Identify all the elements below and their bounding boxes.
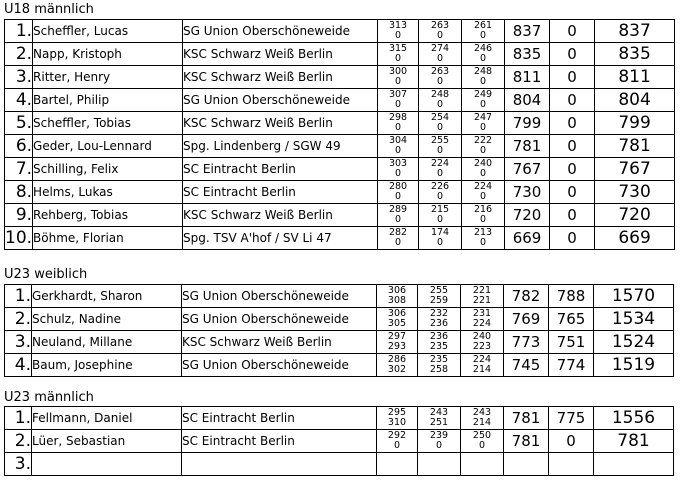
athlete-name-cell: Scheffler, Tobias <box>33 112 183 135</box>
split-score-bottom: 0 <box>480 168 487 179</box>
table-row <box>5 430 674 453</box>
split-score-top: 246 <box>473 42 493 54</box>
split-score-top: 240 <box>472 330 492 342</box>
round-2-result-cell: 775 <box>549 407 594 430</box>
athlete-name-cell: Schilling, Felix <box>33 158 183 181</box>
split-score-bottom: 0 <box>437 30 444 41</box>
split-score-top: 248 <box>473 65 493 77</box>
round-2-result-cell: 0 <box>550 158 595 181</box>
split-score-cell-1 <box>377 407 418 430</box>
split-score-cell-2 <box>419 204 462 227</box>
split-score-cell-3 <box>461 407 504 430</box>
split-score-top: 263 <box>430 19 450 31</box>
split-score-cell-2 <box>418 308 461 331</box>
split-score-cell-3 <box>462 112 505 135</box>
round-1-result-cell: 730 <box>505 181 550 204</box>
rank-cell: 2. <box>5 308 32 331</box>
split-score-top: 313 <box>388 19 408 31</box>
split-score-top: 243 <box>472 406 492 418</box>
split-score-bottom: 224 <box>472 318 492 329</box>
table-row <box>5 158 675 181</box>
split-score-cell-2 <box>419 89 462 112</box>
club-cell: SC Eintracht Berlin <box>182 407 377 430</box>
athlete-name-cell: Fellmann, Daniel <box>32 407 182 430</box>
athlete-name-cell: Schulz, Nadine <box>32 308 182 331</box>
split-score-top: 292 <box>387 429 407 441</box>
split-score-top: 216 <box>473 203 493 215</box>
split-score-top: 255 <box>430 134 450 146</box>
round-1-result-cell: 745 <box>504 354 549 377</box>
athlete-name-cell: Geder, Lou-Lennard <box>33 135 183 158</box>
round-1-result-cell: 781 <box>504 430 549 453</box>
total-score-cell: 781 <box>594 430 674 453</box>
round-1-result-cell: 837 <box>505 20 550 43</box>
split-score-bottom: 236 <box>429 318 449 329</box>
split-score-bottom: 223 <box>472 341 492 352</box>
split-score-bottom: 0 <box>395 30 402 41</box>
split-score-bottom: 0 <box>437 191 444 202</box>
split-score-top: 307 <box>388 88 408 100</box>
athlete-name-cell: Ritter, Henry <box>33 66 183 89</box>
club-cell: SG Union Oberschöneweide <box>182 285 377 308</box>
total-score-cell: 767 <box>595 158 675 181</box>
split-score-bottom: 0 <box>395 237 402 248</box>
split-score-cell-2 <box>419 66 462 89</box>
table-row <box>5 20 675 43</box>
split-score-cell-3 <box>461 285 504 308</box>
table-row <box>5 354 674 377</box>
split-score-cell-2 <box>419 20 462 43</box>
rank-cell: 5. <box>5 112 33 135</box>
split-score-top: 300 <box>388 65 408 77</box>
table-row <box>5 453 674 476</box>
athlete-name-cell: Bartel, Philip <box>33 89 183 112</box>
split-score-bottom: 251 <box>429 417 449 428</box>
split-score-cell-1 <box>378 89 419 112</box>
split-score-bottom: 0 <box>395 214 402 225</box>
split-score-bottom: 0 <box>395 53 402 64</box>
split-score-bottom: 0 <box>437 99 444 110</box>
split-score-bottom: 221 <box>472 295 492 306</box>
round-2-result-cell <box>549 453 594 476</box>
split-score-top: 261 <box>473 19 493 31</box>
split-score-top: 235 <box>429 353 449 365</box>
split-score-cell-1 <box>378 135 419 158</box>
split-score-cell-2 <box>419 135 462 158</box>
athlete-name-cell: Gerkhardt, Sharon <box>32 285 182 308</box>
split-score-cell-1 <box>377 331 418 354</box>
split-score-cell-3 <box>461 453 504 476</box>
club-cell: SC Eintracht Berlin <box>182 430 377 453</box>
split-score-bottom: 0 <box>480 122 487 133</box>
split-score-bottom: 293 <box>387 341 407 352</box>
split-score-cell-1 <box>377 354 418 377</box>
athlete-name-cell: Napp, Kristoph <box>33 43 183 66</box>
round-2-result-cell: 0 <box>550 204 595 227</box>
table-row <box>5 43 675 66</box>
round-1-result-cell: 782 <box>504 285 549 308</box>
table-body <box>5 407 674 476</box>
round-1-result-cell: 811 <box>505 66 550 89</box>
split-score-top: 222 <box>473 134 493 146</box>
table-row <box>5 331 674 354</box>
rank-cell: 4. <box>5 89 33 112</box>
round-2-result-cell: 0 <box>550 227 595 250</box>
split-score-cell-3 <box>462 181 505 204</box>
split-score-bottom: 0 <box>480 191 487 202</box>
split-score-bottom: 0 <box>480 145 487 156</box>
table-row <box>5 227 675 250</box>
split-score-bottom: 0 <box>393 440 401 451</box>
rank-cell: 3. <box>5 331 32 354</box>
split-score-bottom: 305 <box>387 318 407 329</box>
total-score-cell: 1519 <box>594 354 674 377</box>
round-1-result-cell: 773 <box>504 331 549 354</box>
rank-cell: 7. <box>5 158 33 181</box>
results-table-u23-maennlich <box>4 406 674 476</box>
split-score-top: 280 <box>388 180 408 192</box>
split-score-bottom: 235 <box>429 341 449 352</box>
split-score-bottom: 0 <box>395 76 402 87</box>
split-score-top: 224 <box>472 353 492 365</box>
split-score-bottom: 0 <box>480 30 487 41</box>
section-title-u18-maennlich: U18 männlich <box>4 2 94 17</box>
split-score-bottom: 0 <box>478 440 486 451</box>
round-2-result-cell: 0 <box>549 430 594 453</box>
split-score-bottom: 214 <box>472 364 492 375</box>
total-score-cell <box>594 453 674 476</box>
rank-cell: 3. <box>5 453 32 476</box>
split-score-bottom: 0 <box>480 214 487 225</box>
split-score-bottom: 258 <box>429 364 449 375</box>
split-score-bottom: 0 <box>395 191 402 202</box>
split-score-top: 236 <box>429 330 449 342</box>
split-score-cell-3 <box>462 20 505 43</box>
split-score-bottom: 0 <box>480 99 487 110</box>
split-score-cell-3 <box>461 331 504 354</box>
round-1-result-cell <box>504 453 549 476</box>
split-score-cell-2 <box>419 158 462 181</box>
split-score-top: 255 <box>429 284 449 296</box>
split-score-bottom: 0 <box>437 76 444 87</box>
split-score-bottom: 0 <box>395 168 402 179</box>
split-score-cell-2 <box>418 407 461 430</box>
athlete-name-cell: Rehberg, Tobias <box>33 204 183 227</box>
split-score-top: 248 <box>430 88 450 100</box>
split-score-top: 289 <box>388 203 408 215</box>
club-cell: KSC Schwarz Weiß Berlin <box>182 331 377 354</box>
split-score-cell-3 <box>462 135 505 158</box>
split-score-top: 213 <box>473 226 493 238</box>
table-body <box>5 20 675 250</box>
split-score-cell-1 <box>378 66 419 89</box>
total-score-cell: 1534 <box>594 308 674 331</box>
table-row <box>5 181 675 204</box>
split-score-bottom: 0 <box>437 53 444 64</box>
total-score-cell: 1570 <box>594 285 674 308</box>
round-2-result-cell: 751 <box>549 331 594 354</box>
split-score-top: 298 <box>388 111 408 123</box>
split-score-top: 263 <box>430 65 450 77</box>
results-table-u23-weiblich <box>4 284 674 377</box>
rank-cell: 1. <box>5 407 32 430</box>
split-score-cell-3 <box>462 204 505 227</box>
split-score-bottom: 0 <box>437 145 444 156</box>
split-score-bottom: 0 <box>435 440 443 451</box>
split-score-bottom: 0 <box>480 76 487 87</box>
split-score-bottom: 0 <box>437 237 444 248</box>
table-row <box>5 285 674 308</box>
athlete-name-cell: Helms, Lukas <box>33 181 183 204</box>
split-score-bottom: 214 <box>472 417 492 428</box>
total-score-cell: 1556 <box>594 407 674 430</box>
split-score-cell-3 <box>461 430 504 453</box>
table-row <box>5 112 675 135</box>
table-row <box>5 204 675 227</box>
round-2-result-cell: 0 <box>550 66 595 89</box>
split-score-bottom: 0 <box>395 122 402 133</box>
round-1-result-cell: 669 <box>505 227 550 250</box>
split-score-cell-2 <box>418 354 461 377</box>
split-score-cell-2 <box>418 430 461 453</box>
split-score-cell-1 <box>378 204 419 227</box>
split-score-cell-2 <box>419 43 462 66</box>
athlete-name-cell: Böhme, Florian <box>33 227 183 250</box>
round-2-result-cell: 0 <box>550 181 595 204</box>
results-table-u18-maennlich <box>4 19 675 250</box>
club-cell: SG Union Oberschöneweide <box>182 354 377 377</box>
club-cell: SC Eintracht Berlin <box>183 181 378 204</box>
table-row <box>5 135 675 158</box>
split-score-top: 306 <box>387 307 407 319</box>
split-score-cell-3 <box>462 43 505 66</box>
split-score-top: 282 <box>388 226 408 238</box>
section-title-u23-weiblich: U23 weiblich <box>4 267 88 282</box>
split-score-top: 221 <box>472 284 492 296</box>
athlete-name-cell: Neuland, Millane <box>32 331 182 354</box>
split-score-top: 250 <box>472 429 492 441</box>
rank-cell: 6. <box>5 135 33 158</box>
round-2-result-cell: 0 <box>550 135 595 158</box>
split-score-top: 232 <box>429 307 449 319</box>
club-cell: Spg. TSV A'hof / SV Li 47 <box>183 227 378 250</box>
club-cell: KSC Schwarz Weiß Berlin <box>183 66 378 89</box>
total-score-cell: 781 <box>595 135 675 158</box>
split-score-top: 254 <box>430 111 450 123</box>
rank-cell: 1. <box>5 20 33 43</box>
round-2-result-cell: 788 <box>549 285 594 308</box>
round-1-result-cell: 835 <box>505 43 550 66</box>
split-score-cell-1 <box>378 43 419 66</box>
round-1-result-cell: 799 <box>505 112 550 135</box>
athlete-name-cell <box>32 453 182 476</box>
split-score-top: 247 <box>473 111 493 123</box>
total-score-cell: 730 <box>595 181 675 204</box>
split-score-top: 243 <box>429 406 449 418</box>
split-score-top: 297 <box>387 330 407 342</box>
round-2-result-cell: 0 <box>550 112 595 135</box>
total-score-cell: 799 <box>595 112 675 135</box>
total-score-cell: 720 <box>595 204 675 227</box>
split-score-top: 231 <box>472 307 492 319</box>
split-score-bottom: 302 <box>387 364 407 375</box>
total-score-cell: 1524 <box>594 331 674 354</box>
rank-cell: 9. <box>5 204 33 227</box>
split-score-cell-2 <box>418 285 461 308</box>
split-score-top: 174 <box>430 226 450 238</box>
table-row <box>5 308 674 331</box>
split-score-cell-1 <box>378 112 419 135</box>
split-score-cell-1 <box>378 227 419 250</box>
split-score-cell-2 <box>419 227 462 250</box>
split-score-cell-1 <box>377 430 418 453</box>
rank-cell: 2. <box>5 43 33 66</box>
round-1-result-cell: 769 <box>504 308 549 331</box>
section-title-u23-maennlich: U23 männlich <box>4 390 94 405</box>
split-score-cell-3 <box>461 308 504 331</box>
split-score-bottom: 0 <box>437 122 444 133</box>
split-score-top: 295 <box>387 406 407 418</box>
split-score-cell-3 <box>462 89 505 112</box>
table-row <box>5 89 675 112</box>
total-score-cell: 811 <box>595 66 675 89</box>
club-cell: SG Union Oberschöneweide <box>182 308 377 331</box>
club-cell: Spg. Lindenberg / SGW 49 <box>183 135 378 158</box>
round-1-result-cell: 781 <box>504 407 549 430</box>
athlete-name-cell: Scheffler, Lucas <box>33 20 183 43</box>
split-score-top: 286 <box>387 353 407 365</box>
split-score-bottom: 0 <box>395 99 402 110</box>
rank-cell: 8. <box>5 181 33 204</box>
split-score-top: 303 <box>388 157 408 169</box>
split-score-bottom: 0 <box>437 168 444 179</box>
split-score-bottom: 0 <box>480 53 487 64</box>
split-score-bottom: 0 <box>480 237 487 248</box>
split-score-cell-1 <box>377 308 418 331</box>
split-score-top: 215 <box>430 203 450 215</box>
split-score-cell-3 <box>462 158 505 181</box>
split-score-top: 224 <box>473 180 493 192</box>
club-cell: SC Eintracht Berlin <box>183 158 378 181</box>
round-2-result-cell: 774 <box>549 354 594 377</box>
table-row <box>5 66 675 89</box>
split-score-cell-2 <box>418 453 461 476</box>
table-body <box>5 285 674 377</box>
round-2-result-cell: 0 <box>550 20 595 43</box>
split-score-cell-3 <box>462 227 505 250</box>
total-score-cell: 835 <box>595 43 675 66</box>
split-score-cell-2 <box>419 112 462 135</box>
split-score-bottom: 0 <box>395 145 402 156</box>
split-score-top: 240 <box>473 157 493 169</box>
rank-cell: 4. <box>5 354 32 377</box>
round-1-result-cell: 767 <box>505 158 550 181</box>
athlete-name-cell: Baum, Josephine <box>32 354 182 377</box>
round-1-result-cell: 720 <box>505 204 550 227</box>
split-score-bottom: 0 <box>437 214 444 225</box>
round-1-result-cell: 781 <box>505 135 550 158</box>
club-cell: SG Union Oberschöneweide <box>183 20 378 43</box>
split-score-cell-1 <box>377 285 418 308</box>
split-score-bottom: 308 <box>387 295 407 306</box>
split-score-top: 315 <box>388 42 408 54</box>
club-cell <box>182 453 377 476</box>
split-score-cell-3 <box>461 354 504 377</box>
round-2-result-cell: 0 <box>550 43 595 66</box>
club-cell: SG Union Oberschöneweide <box>183 89 378 112</box>
split-score-top: 239 <box>429 429 449 441</box>
rank-cell: 1. <box>5 285 32 308</box>
split-score-top: 224 <box>430 157 450 169</box>
total-score-cell: 837 <box>595 20 675 43</box>
total-score-cell: 669 <box>595 227 675 250</box>
split-score-cell-1 <box>378 181 419 204</box>
split-score-top: 274 <box>430 42 450 54</box>
split-score-top: 249 <box>473 88 493 100</box>
split-score-cell-3 <box>462 66 505 89</box>
rank-cell: 10. <box>5 228 33 248</box>
split-score-cell-1 <box>378 20 419 43</box>
total-score-cell: 804 <box>595 89 675 112</box>
table-row <box>5 407 674 430</box>
rank-cell: 3. <box>5 66 33 89</box>
split-score-cell-1 <box>378 158 419 181</box>
split-score-cell-2 <box>418 331 461 354</box>
round-2-result-cell: 0 <box>550 89 595 112</box>
club-cell: KSC Schwarz Weiß Berlin <box>183 112 378 135</box>
split-score-top: 304 <box>388 134 408 146</box>
club-cell: KSC Schwarz Weiß Berlin <box>183 43 378 66</box>
split-score-top: 306 <box>387 284 407 296</box>
athlete-name-cell: Lüer, Sebastian <box>32 430 182 453</box>
split-score-bottom: 310 <box>387 417 407 428</box>
split-score-cell-1 <box>377 453 418 476</box>
round-1-result-cell: 804 <box>505 89 550 112</box>
round-2-result-cell: 765 <box>549 308 594 331</box>
rank-cell: 2. <box>5 430 32 453</box>
split-score-cell-2 <box>419 181 462 204</box>
split-score-top: 226 <box>430 180 450 192</box>
club-cell: KSC Schwarz Weiß Berlin <box>183 204 378 227</box>
split-score-bottom: 259 <box>429 295 449 306</box>
